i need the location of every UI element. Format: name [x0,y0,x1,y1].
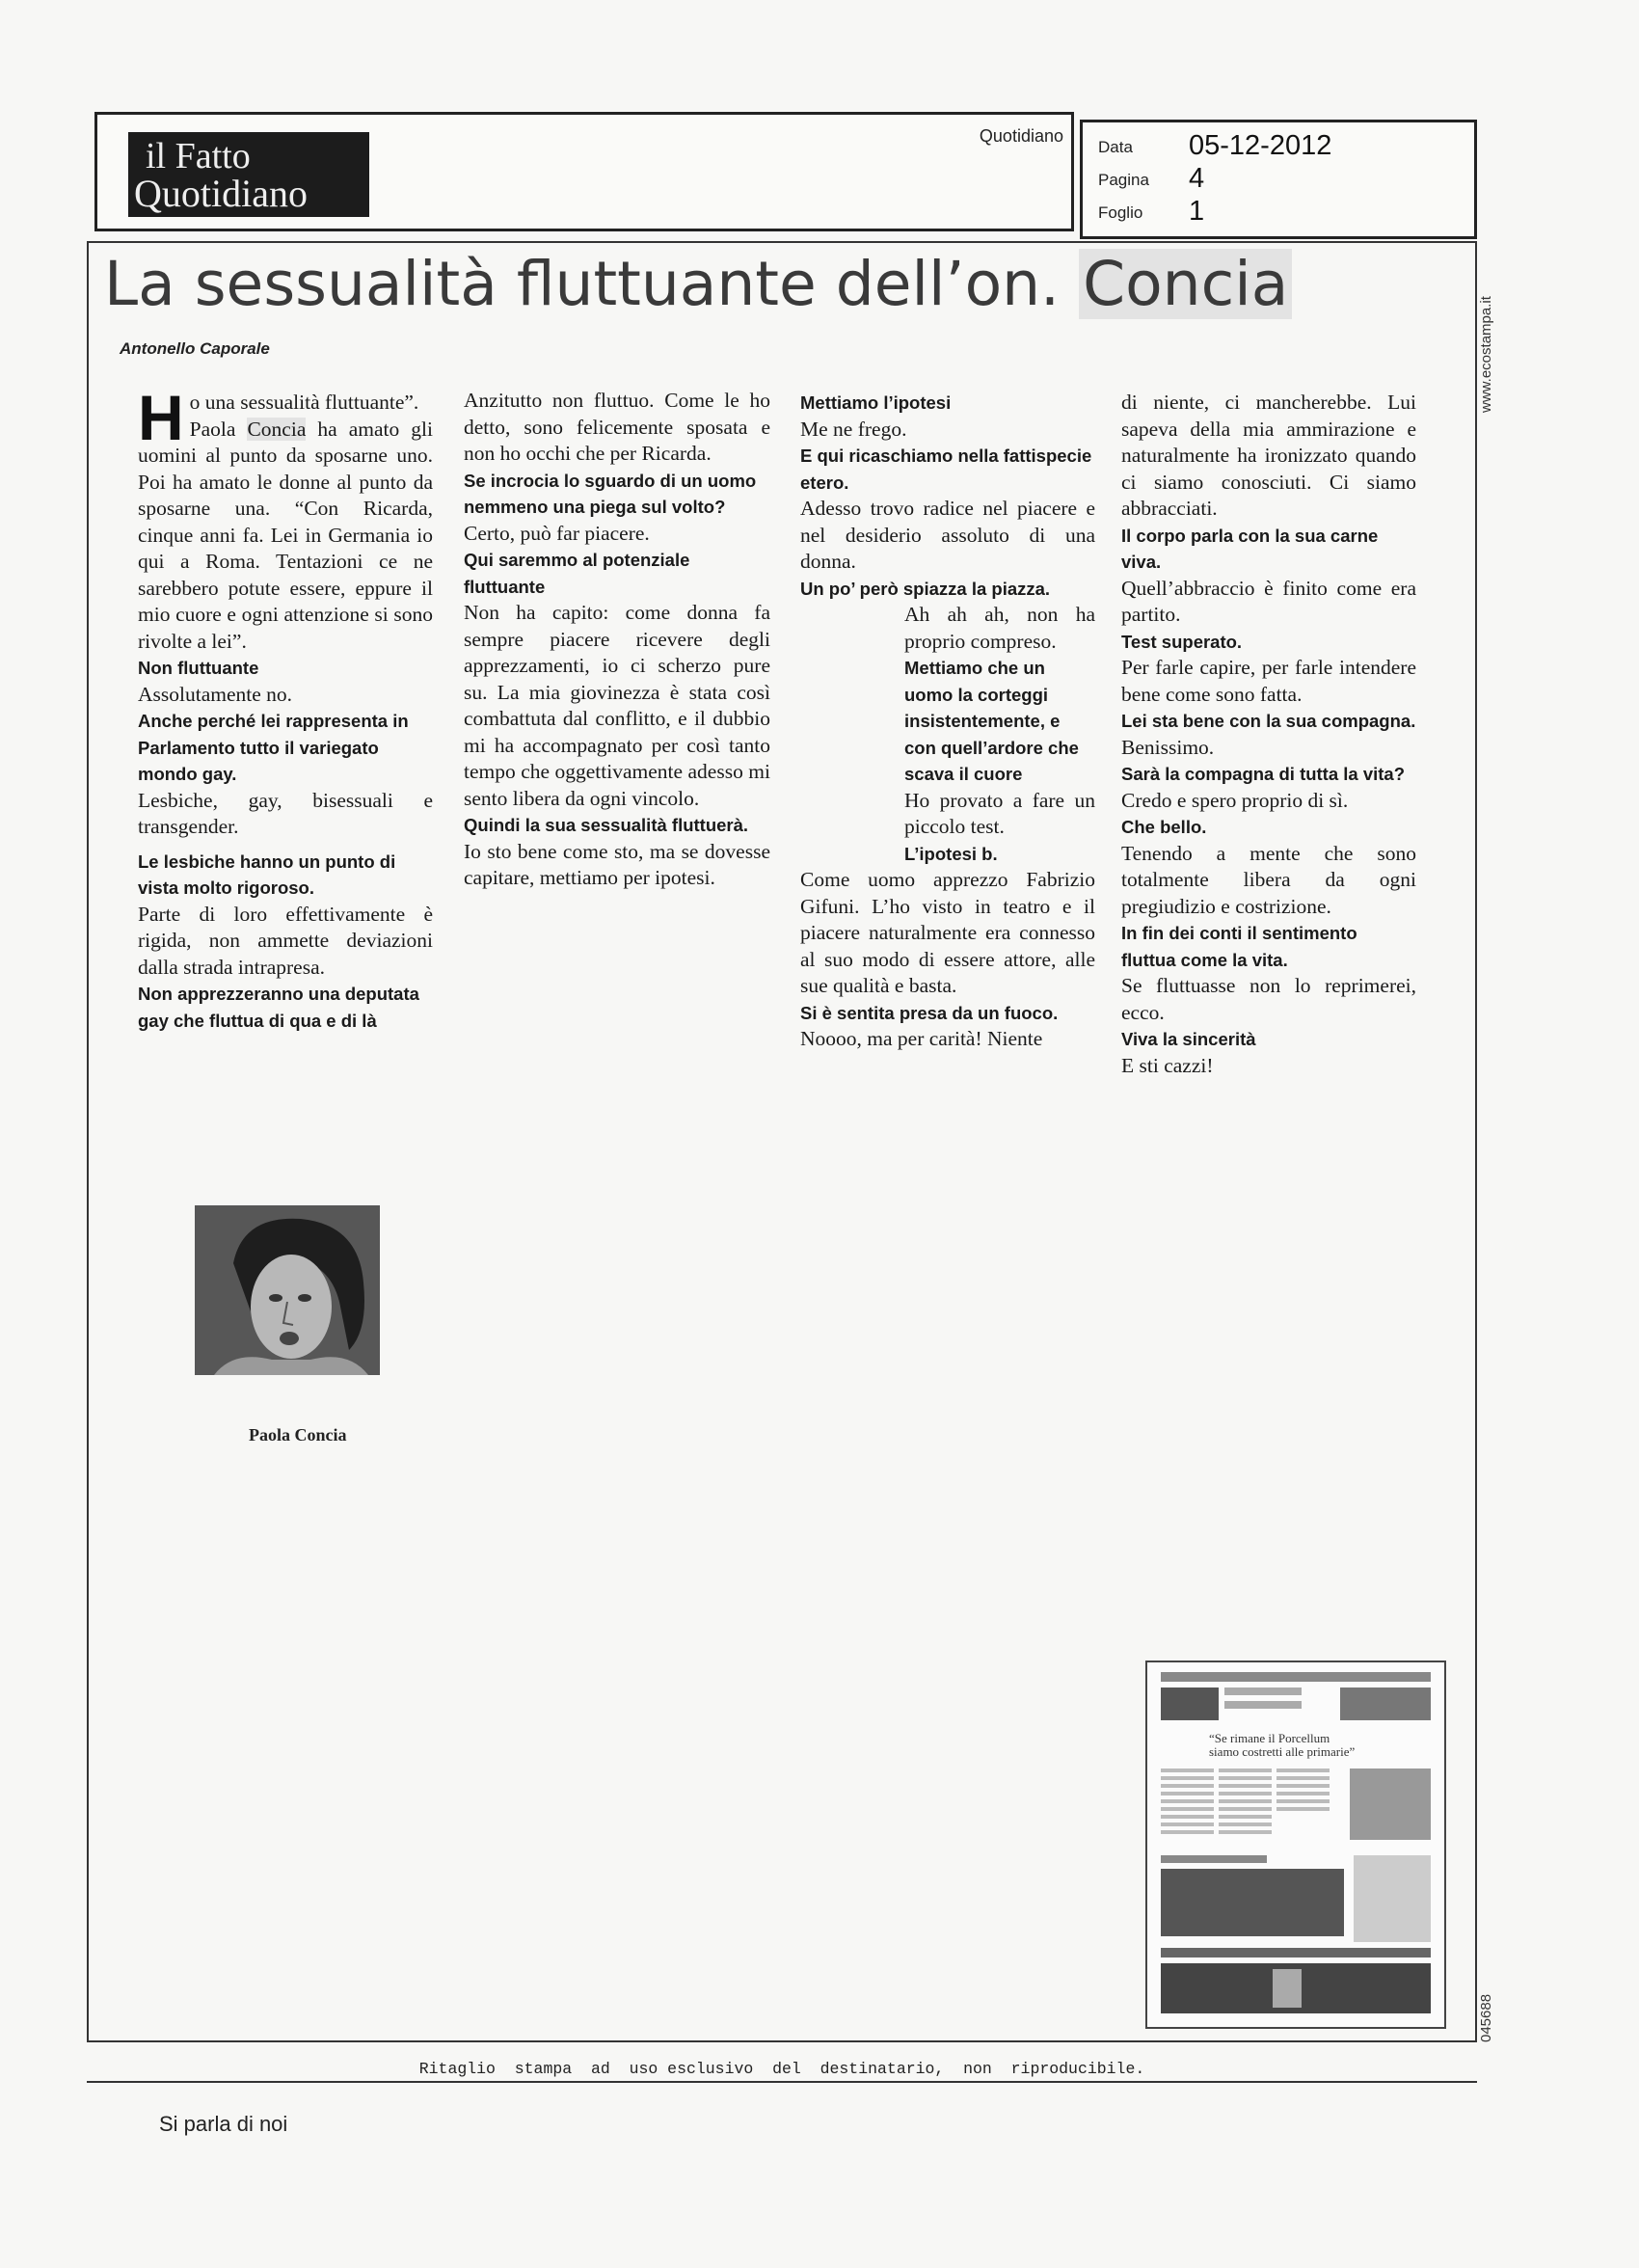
article-column-2 [464,388,770,892]
answer: Credo e spero proprio di sì. [1121,788,1349,812]
question: Se incrocia lo sguardo di un uomo nemmeno una piega sul volto? [464,470,757,517]
question: Lei sta bene con la sua compagna. [1121,711,1416,731]
question: Qui saremmo al potenziale fluttuante [464,550,690,597]
question: Viva la sincerità [1121,1029,1256,1049]
answer: Come uomo apprezzo Fabrizio Gifuni. L’ho visto in teatro e il piacere naturalmente era connesso al suo modo di essere attore, alle sue qualità e basta. [800,868,1095,997]
vertical-site-text [1471,289,1498,415]
answer: Certo, può far piacere. [464,521,650,545]
meta-page-label: Pagina [1098,171,1149,189]
article-column-3 [800,390,1095,1053]
question: E qui ricaschiamo nella fattispecie etero. [800,446,1092,493]
author-byline: Antonello Caporale [120,339,270,358]
highlighted-name: Concia [247,417,307,441]
footer-rule [87,2081,1477,2083]
thumbnail-headline-line1: “Se rimane il Porcellum [1209,1731,1330,1745]
answer: Lesbiche, gay, bisessuali e transgender. [138,788,433,838]
answer: Io sto bene come sto, ma se dovesse capitare, mettiamo per ipotesi. [464,839,770,889]
answer: Noooo, ma per carità! Niente [800,1027,1043,1050]
question: Si è sentita presa da un fuoco. [800,1002,1059,1023]
masthead-box [94,112,1074,231]
question: Quindi la sua sessualità fluttuerà. [464,815,749,835]
answer: Parte di loro effettivamente è rigida, non ammette deviazioni dalla strada intrapresa. [138,902,433,979]
intro-text: o una sessualità fluttuante”. [189,391,419,414]
answer: Ah ah ah, non ha proprio compreso. [904,603,1095,653]
headline [104,249,1292,319]
question: Non fluttuante [138,658,259,678]
meta-sheet-label: Foglio [1098,203,1143,222]
body-text: ha amato gli uomini al punto da sposarne uno. Poi ha amato le donne al punto da sposarne una. “Con Ricarda, cinque anni fa. Lei in Germania io qui a Roma. Tentazioni ce ne sarebbero potute essere, eppure il mio cuore e ogni attenzione si sono rivolte a lei”. [138,417,433,653]
category-label: Quotidiano [979,126,1063,146]
answer: Tenendo a mente che sono totalmente libera da ogni pregiudizio e costrizione. [1121,841,1416,918]
question: Mettiamo che un uomo la corteggi insistentemente, e con quell’ardore che scava il cuore [904,658,1079,784]
question: Il corpo parla con la sua carne viva. [1121,525,1379,572]
metadata-box [1080,120,1477,239]
question: Un po’ però spiazza la piazza. [800,578,1051,599]
section-label: Si parla di noi [159,2112,288,2136]
body-text: Paola [189,417,248,441]
headline-main: La sessualità fluttuante dell’on. [104,249,1080,319]
answer: Quell’abbraccio è finito come era partito. [1121,576,1416,626]
answer: E sti cazzi! [1121,1053,1214,1077]
answer: Me ne frego. [800,417,907,441]
question: Anche perché lei rappresenta in Parlamento tutto il variegato mondo gay. [138,711,409,784]
sidebar-code [1471,1958,1498,2044]
portrait-image-icon [195,1205,380,1375]
question: Mettiamo l’ipotesi [800,392,952,413]
answer: Adesso trovo radice nel piacere e nel desiderio assoluto di una donna. [800,497,1095,573]
article-column-4 [1121,390,1416,1079]
portrait-photo [195,1205,380,1375]
question: In fin dei conti il sentimento fluttua come la vita. [1121,923,1357,970]
photo-caption: Paola Concia [249,1425,347,1444]
question: Le lesbiche hanno un punto di vista molto rigoroso. [138,850,396,898]
meta-sheet-value: 1 [1189,196,1205,227]
page-thumbnail [1145,1660,1446,2029]
meta-date-label: Data [1098,138,1133,156]
copyright-notice: Ritaglio stampa ad uso esclusivo del destinatario, non riproducibile. [418,2060,1145,2078]
answer: Benissimo. [1121,735,1215,759]
body-paragraph [138,417,433,656]
logo-line1: il Fatto [146,136,251,176]
answer: Per farle capire, per farle intendere bene come sono fatta. [1121,656,1416,706]
code-label: 045688 [1478,1993,1494,2042]
answer: Se fluttuasse non lo reprimerei, ecco. [1121,974,1416,1024]
newspaper-page-icon [1147,1662,1444,2027]
meta-date-value: 05-12-2012 [1189,130,1332,161]
logo-line2: Quotidiano [134,172,308,215]
question: Non apprezzeranno una deputata gay che fluttua di qua e di là [138,984,419,1031]
sidebar-site [1471,289,1498,415]
drop-cap: H [138,382,184,453]
answer: Ho provato a fare un piccolo test. [904,788,1095,838]
question: Test superato. [1121,631,1243,652]
thumbnail-headline [1209,1732,1440,1759]
question: Che bello. [1121,817,1207,837]
answer: Non ha capito: come donna fa sempre piacere ricevere degli apprezzamenti, io ci scherzo pure su. La mia giovinezza è stata così combattuta dal conflitto, e il dubbio mi ha accompagnato per così tanto tempo che oggettivamente adesso mi sento libera da ogni vincolo. [464,601,770,810]
question: Sarà la compagna di tutta la vita? [1121,764,1406,784]
answer: di niente, ci mancherebbe. Lui sapeva della mia ammirazione e naturalmente ha ironizzato quando ci siamo conosciuti. Ci siamo abbracciati. [1121,391,1416,520]
headline-name: Concia [1079,249,1292,319]
answer: Anzitutto non fluttuo. Come le ho detto, sono felicemente sposata e non ho occhi che per Ricarda. [464,389,770,465]
newspaper-logo [128,132,369,217]
meta-page-value: 4 [1189,163,1205,194]
site-label: www.ecostampa.it [1478,296,1494,413]
vertical-code-text [1471,1958,1498,2044]
article-column-1 [138,382,433,1034]
answer: Assolutamente no. [138,682,293,706]
question: L’ipotesi b. [904,843,998,864]
thumbnail-headline-line2: siamo costretti alle primarie” [1209,1744,1356,1759]
